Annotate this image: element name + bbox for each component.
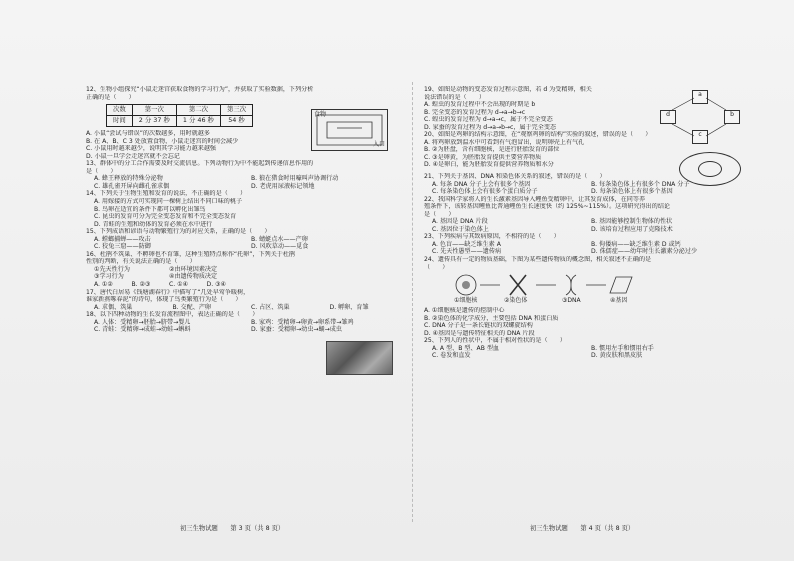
- q21-opt-c: C. 每条染色体上会有很多个蛋白质分子: [432, 188, 538, 196]
- q16-opt-3: ③学习行为: [94, 273, 124, 281]
- table-cell: 时间: [107, 116, 133, 127]
- q19-opt-b: B. 完全变态的发育过程为 d→a→b→c: [424, 108, 526, 116]
- q15-stem: 15、下列成语和谚语与动物繁殖行为的对应关系，正确的是（ ）: [86, 228, 271, 236]
- page-divider: [412, 82, 413, 522]
- q21-opt-a: A. 每条 DNA 分子上会有很多个基因: [432, 180, 531, 188]
- q12-opt-b: B. 在 A、B、C 3 处放置食物，小鼠走迷宫的时间会减少: [86, 137, 239, 145]
- qiantang-photo: [326, 341, 393, 375]
- q25-stem: 25、下列人的性状中，不属于相对性状的是（ ）: [424, 337, 566, 345]
- q25-opt-c: C. 卷发和直发: [432, 352, 471, 360]
- q23-opt-c: C. 先天性愚型——遗传病: [432, 248, 502, 256]
- q21-stem: 21、下列关于基因、DNA 和染色体关系的叙述，错误的是（ ）: [424, 173, 606, 181]
- q13-opt-b: B. 狼在猎食时用嚎叫声协调行动: [251, 175, 339, 183]
- gene-concept-figure: [424, 271, 750, 307]
- q20-opt-c: C. ③是卵黄，为胚胎发育提供主要营养物质: [424, 153, 542, 161]
- label-dna: ③DNA: [562, 297, 581, 305]
- q24-opt-c: C. DNA 分子是一条长链状的双螺旋结构: [424, 322, 533, 330]
- q17-opt-b: B. 交配、产卵: [172, 303, 212, 311]
- table-header: 次数: [107, 105, 133, 116]
- q16-answers-row: [86, 281, 244, 289]
- q23-opts-row: [424, 248, 750, 256]
- q24-opt-b: B. ②染色体的化学成分，主要包括 DNA 和蛋白质: [424, 314, 559, 322]
- egg-diagram: [679, 152, 741, 186]
- node-a-label: a: [698, 91, 702, 98]
- q13-stem-2: 是（ ）: [86, 167, 117, 175]
- q16-stem: 16、杜鹃不筑巢、不孵卵也不育雏，这种生殖特点称作“托卵”，下列关于杜鹃: [86, 250, 296, 258]
- node-c-label: c: [698, 131, 702, 138]
- q19-opt-a: A. 蝗虫的发育过程中不会出现的时期是 b: [424, 101, 536, 109]
- egg-yolk: [698, 161, 722, 177]
- q18-opts-row: [86, 326, 408, 334]
- q22-opt-d: D. 该培育过程应用了克隆技术: [591, 225, 673, 233]
- q23-stem: 23、下列疾病与其致病原因，不相符的是（ ）: [424, 233, 560, 241]
- q25-opt-a: A. A 型、B 型、AB 型血: [432, 344, 500, 352]
- q15-opts-row: [86, 243, 408, 251]
- q14-opt-d: D. 青蛙的生殖和幼体的发育必须在水中进行: [94, 220, 213, 228]
- q20-stem: 20、如图是鸡卵的结构示意图，在“观察鸡卵的结构”实验的叙述，错误的是（ ）: [424, 131, 652, 139]
- q14-stem: 14、下列关于生物生殖和发育的说法，不正确的是（ ）: [86, 190, 247, 198]
- q12-opt-a: A. 小鼠“尝试与错误”的次数越多，用时就越多: [86, 130, 210, 138]
- q17-opt-a: A. 求偶、筑巢: [94, 303, 133, 311]
- q18-stem: 18、以下四种动物的生长发育流程图中，表达正确的是（ ）: [86, 311, 259, 319]
- q25-opt-b: B. 惯用左手和惯用右手: [591, 344, 654, 352]
- q12-opt-d: D. 小鼠一旦学会走迷宫就不会忘记: [86, 152, 180, 160]
- label-chromosome: ②染色体: [504, 297, 528, 305]
- q19-opt-c: C. 蝗虫的发育过程为 d→a→c，属于不完全变态: [424, 116, 553, 124]
- q17-stem: 17、唐代白居易《钱塘湖春行》中描写了“几处早莺争暖树，: [86, 288, 250, 296]
- q18-opt-b: B. 家鸡：受精卵→卵黄→卵系带→雏鸡: [251, 318, 354, 326]
- q15-opt-b: B. 蜻蜓点水——产卵: [251, 235, 308, 243]
- q13-opt-c: C. 雄孔雀开屏向雌孔雀求偶: [94, 182, 170, 190]
- q15-opt-d: D. 风吹草动——觅食: [251, 243, 309, 251]
- q22-stem: 22、我国科学家将人的生长激素基因导入鲤鱼受精卵中，让其发育成体，在同等养: [424, 195, 646, 203]
- node-b-label: b: [730, 111, 734, 118]
- q16-opt-4: ④由遗传物质决定: [169, 273, 218, 281]
- q22-stem-2: 殖条件下，该转基因鲤鱼比普通鲤鱼生长速度快（约 125%~115%）。这项研究得出的结论: [424, 203, 671, 211]
- q16-opt-2: ②由环境因素决定: [169, 265, 218, 273]
- q22-opt-b: B. 基因能够控制生物体的性状: [591, 218, 673, 226]
- q13-stem: 13、群体中的分工合作需要及时交流信息。下列动物行为中不能起到传递信息作用的: [86, 160, 314, 168]
- q22-opts-row: [424, 218, 750, 226]
- q23-opt-b: B. 佝偻病——缺乏维生素 D 或钙: [591, 240, 681, 248]
- table-cell: 1 分 46 秒: [176, 116, 220, 127]
- q16-ans-d: D. ③④: [206, 281, 226, 289]
- q22-opt-c: C. 基因位于染色体上: [432, 225, 489, 233]
- q24-stem: 24、遗传具有一定的物质基础，下图为某些遗传物质的概念图，相关叙述不正确的是: [424, 256, 652, 264]
- q12-table: [106, 104, 253, 127]
- q16-opts-row: [86, 273, 244, 281]
- q13-opts-row: [86, 183, 408, 191]
- q24-opt-d: D. ④基因是与遗传特征相关的 DNA 片段: [424, 329, 535, 337]
- q15-opt-a: A. 螳螂捕蝉——攻击: [94, 235, 151, 243]
- q20-opt-b: B. ②为胚盘，含有细胞核，是进行胚胎发育的部位: [424, 146, 560, 154]
- q20-opt-d: D. ④是卵白，能为胚胎发育提供营养物质和水分: [424, 161, 554, 169]
- q14-opt-a: A. 用嫁接的方式可实现同一棵树上结出不同口味的桃子: [94, 198, 243, 206]
- q12-opt-c: C. 小鼠用时越来越少，说明其学习能力越来越强: [86, 145, 217, 153]
- q19-stem: 19、如图是动物的变态发育过程示意图，若 d 为受精卵，相关: [424, 86, 592, 93]
- q14-opt-b: B. 鸟卵在适宜的条件下都可以孵化出雏鸟: [94, 205, 206, 213]
- q22-stem-3: 是（ ）: [424, 210, 455, 218]
- q20-opt-a: A. 将鸡卵放到温水中可看到有气泡冒出，说明卵壳上有气孔: [424, 138, 585, 146]
- table-cell: 54 秒: [220, 116, 252, 127]
- q15-opt-c: C. 狡兔三窟——防御: [94, 243, 151, 251]
- q19-stem-2: 说法错误的是（ ）: [424, 93, 485, 101]
- maze-diagram: [311, 109, 388, 151]
- q17-stem-2: 谁家新燕啄春泥”的诗句，体现了鸟类繁殖行为是（ ）: [86, 296, 242, 304]
- q18-opt-a: A. 人体：受精卵→胚胎→脐带→婴儿: [94, 318, 191, 326]
- footer-right: 初三生物试题 第 4 页（共 8 页）: [530, 525, 635, 532]
- q24-opt-a: A. ①细胞核是遗传的控制中心: [424, 307, 505, 315]
- q16-ans-a: A. ①②: [94, 281, 113, 289]
- q13-opt-d: D. 老虎用尿液标记领地: [251, 182, 315, 190]
- q16-ans-b: B. ②③: [131, 281, 151, 289]
- label-gene: ④基因: [610, 297, 628, 305]
- q25-opts-row: [424, 352, 750, 360]
- q18-opt-c: C. 青蛙：受精卵→成蛙→幼蛙→蝌蚪: [94, 326, 191, 334]
- q16-stem-2: 性别的判断，有关说法正确的是（ ）: [86, 258, 196, 266]
- table-header: 第三次: [220, 105, 252, 116]
- q21-opts-row: [424, 188, 750, 196]
- q17-opts-row: [86, 304, 408, 312]
- q18-opt-d: D. 家蚕：受精卵→幼虫→蛹→成虫: [251, 326, 342, 334]
- q12-stem: 12、生物小组探究“小鼠走迷宫获取食物的学习行为”，并获取了实验数据，下列分析: [86, 86, 314, 93]
- footer-left: 初三生物试题 第 3 页（共 8 页）: [180, 525, 285, 532]
- left-page: [86, 86, 408, 334]
- q23-opt-a: A. 色盲——缺乏维生素 A: [432, 240, 501, 248]
- q22-opts-row: [424, 226, 750, 234]
- table-header: 第二次: [176, 105, 220, 116]
- q17-opt-c: C. 占区、筑巢: [251, 303, 290, 311]
- maze-entry-label: 入口: [372, 141, 385, 149]
- q16-ans-c: C. ①④: [169, 281, 189, 289]
- q16-opt-1: ①先天性行为: [94, 265, 130, 273]
- q14-opt-c: C. 昆虫的发育可分为完全变态发育和不完全变态发育: [94, 213, 237, 221]
- q13-opt-a: A. 蜂王释放的特殊分泌物: [94, 175, 163, 183]
- q17-opt-d: D. 孵卵、育雏: [329, 303, 369, 311]
- q22-opt-a: A. 基因是 DNA 片段: [432, 218, 488, 226]
- q21-opt-d: D. 每条染色体上有很多个基因: [591, 188, 673, 196]
- q19-opt-d: D. 家蚕的发育过程为 d→a→b→c，属于完全变态: [424, 123, 557, 131]
- q24-stem-2: （ ）: [424, 263, 449, 271]
- table-header: 第一次: [132, 105, 176, 116]
- q21-opt-b: B. 每条染色体上有很多个 DNA 分子: [591, 180, 690, 188]
- right-page: [424, 86, 750, 360]
- maze-food-label: 食物: [314, 111, 327, 118]
- q12-stem-2: 正确的是（ ）: [86, 93, 135, 101]
- q25-opt-d: D. 黄皮肤和黑皮肤: [591, 352, 643, 360]
- table-cell: 2 分 37 秒: [132, 116, 176, 127]
- q23-opt-d: D. 侏儒症——幼年时生长激素分泌过少: [591, 248, 698, 256]
- node-d-label: d: [666, 111, 670, 118]
- q13-opts-row: [86, 175, 408, 183]
- label-nucleus: ①细胞核: [454, 297, 478, 305]
- q25-opts-row: [424, 345, 750, 353]
- cycle-arrows: [660, 90, 740, 144]
